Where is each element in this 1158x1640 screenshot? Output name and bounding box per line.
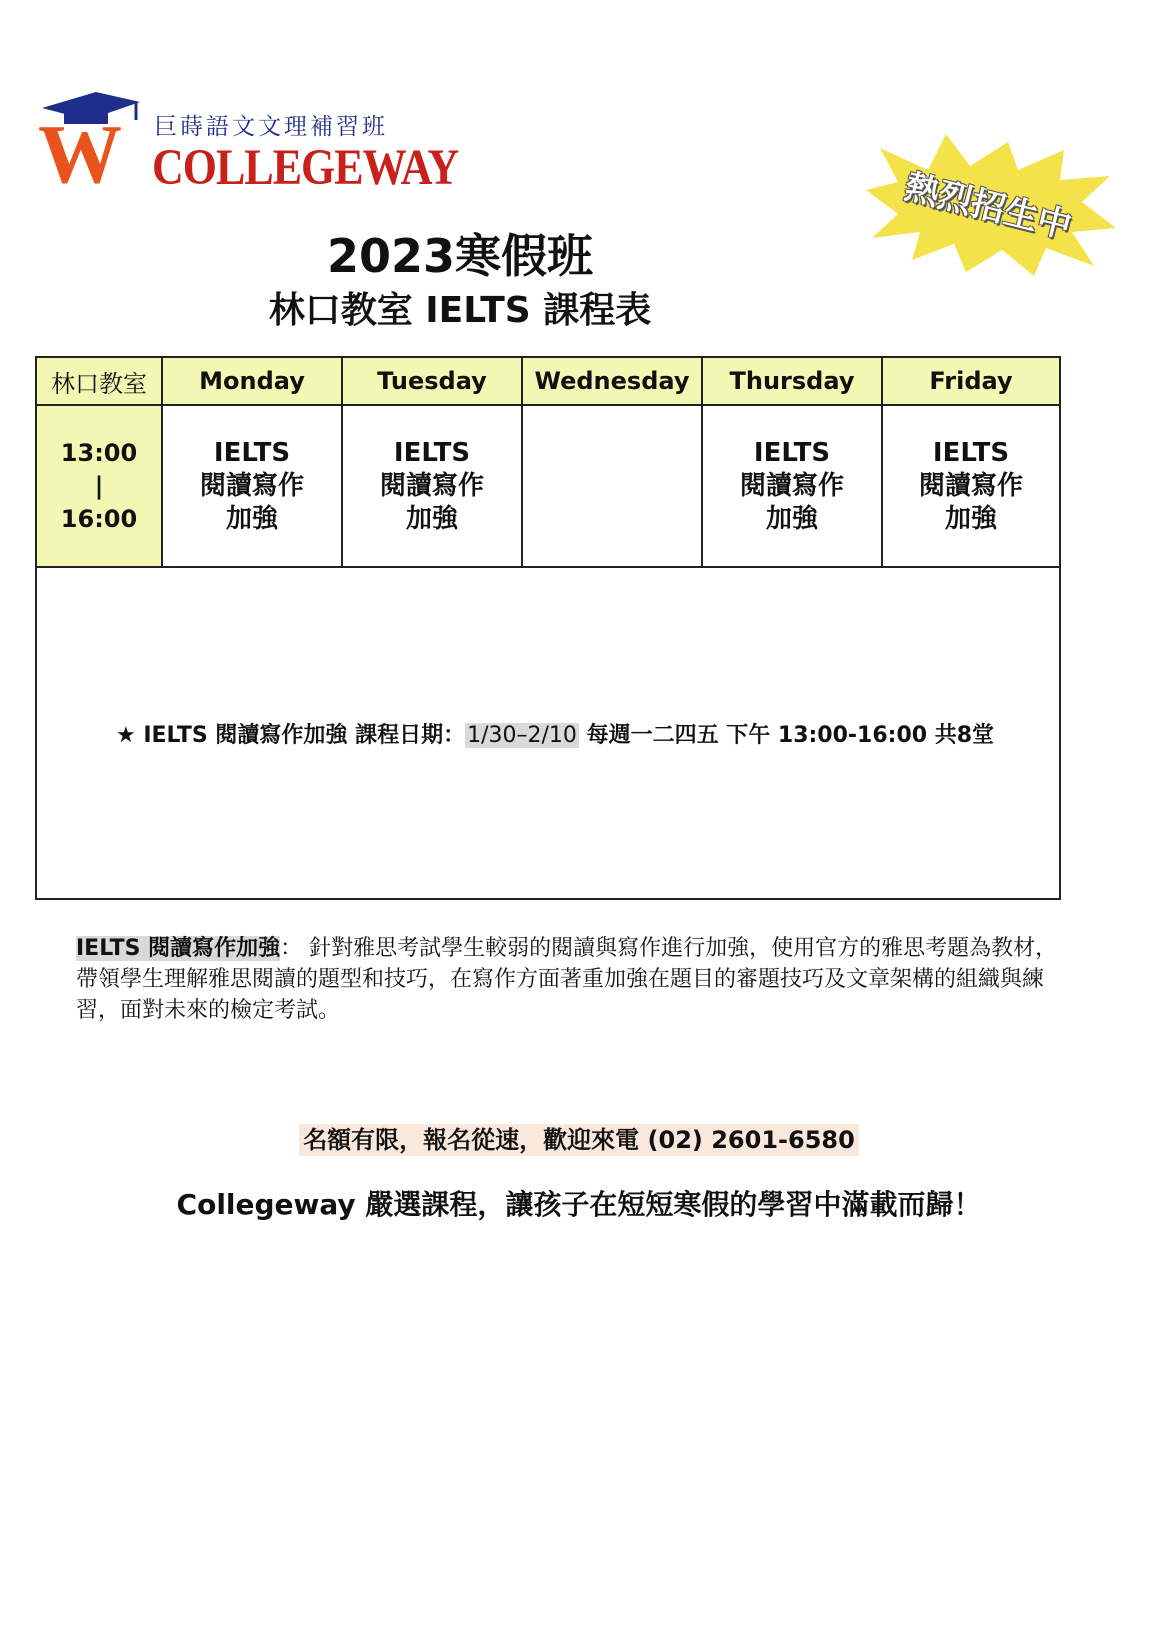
class-subject: 閱讀寫作	[199, 470, 304, 501]
schedule-note-row	[36, 567, 1060, 899]
time-separator: |	[94, 471, 104, 500]
schedule-class-row	[36, 405, 1060, 567]
note-suffix: 每週一二四五 下午 13:00-16:00 共8堂	[578, 722, 995, 748]
class-subject: 閱讀寫作	[379, 470, 484, 501]
class-type: 加強	[405, 503, 458, 534]
class-type: 加強	[765, 503, 818, 534]
day-header-wednesday: Wednesday	[522, 357, 702, 405]
course-description	[76, 933, 1076, 1026]
classroom-label: 林口教室	[36, 357, 162, 405]
note-prefix: ★ IELTS 閱讀寫作加強 課程日期：	[115, 722, 466, 748]
class-name: IELTS	[753, 437, 831, 468]
class-name: IELTS	[393, 437, 471, 468]
class-cell-friday	[882, 405, 1060, 567]
time-slot	[36, 405, 162, 567]
contact-line	[0, 1120, 1158, 1155]
class-type: 加強	[225, 503, 278, 534]
class-subject: 閱讀寫作	[739, 470, 844, 501]
time-start: 13:00	[60, 438, 138, 467]
enrollment-badge-text: 熱烈招生中	[900, 166, 1076, 247]
class-type: 加強	[944, 503, 997, 534]
day-header-thursday: Thursday	[702, 357, 882, 405]
course-description-heading: IELTS 閱讀寫作加強	[76, 936, 281, 961]
day-header-monday: Monday	[162, 357, 342, 405]
class-name: IELTS	[932, 437, 1010, 468]
day-header-tuesday: Tuesday	[342, 357, 522, 405]
page-subtitle: 林口教室 IELTS 課程表	[268, 290, 652, 331]
class-cell-tuesday	[342, 405, 522, 567]
logo-w-letter: W	[38, 108, 122, 200]
course-description-text: ： 針對雅思考試學生較弱的閱讀與寫作進行加強，使用官方的雅思考題為教材，帶領學生理解雅思閱讀的題型和技巧，在寫作方面著重加強在題目的審題技巧及文章架構的組織與練習，面對未來的檢定考試。	[76, 936, 1058, 1023]
logo-english-name: COLLEGEWAY	[152, 139, 459, 196]
collegeway-logo	[36, 90, 459, 200]
class-cell-monday	[162, 405, 342, 567]
time-end: 16:00	[60, 504, 138, 533]
note-dates: 1/30–2/10	[467, 722, 577, 748]
slogan: Collegeway 嚴選課程，讓孩子在短短寒假的學習中滿載而歸！	[176, 1188, 982, 1221]
class-subject: 閱讀寫作	[918, 470, 1023, 501]
schedule-table	[35, 356, 1061, 900]
class-name: IELTS	[213, 437, 291, 468]
class-cell-wednesday	[522, 405, 702, 567]
course-date-note-cell	[36, 567, 1060, 899]
logo-mark-icon	[36, 90, 166, 200]
day-header-friday: Friday	[882, 357, 1060, 405]
contact-text: 名額有限，報名從速，歡迎來電 (02) 2601-6580	[299, 1124, 859, 1156]
logo-chinese-name: 巨蒔語文文理補習班	[154, 114, 388, 140]
page-title: 2023寒假班	[326, 229, 594, 283]
schedule-header-row	[36, 357, 1060, 405]
class-cell-thursday	[702, 405, 882, 567]
course-date-note	[51, 718, 1059, 749]
